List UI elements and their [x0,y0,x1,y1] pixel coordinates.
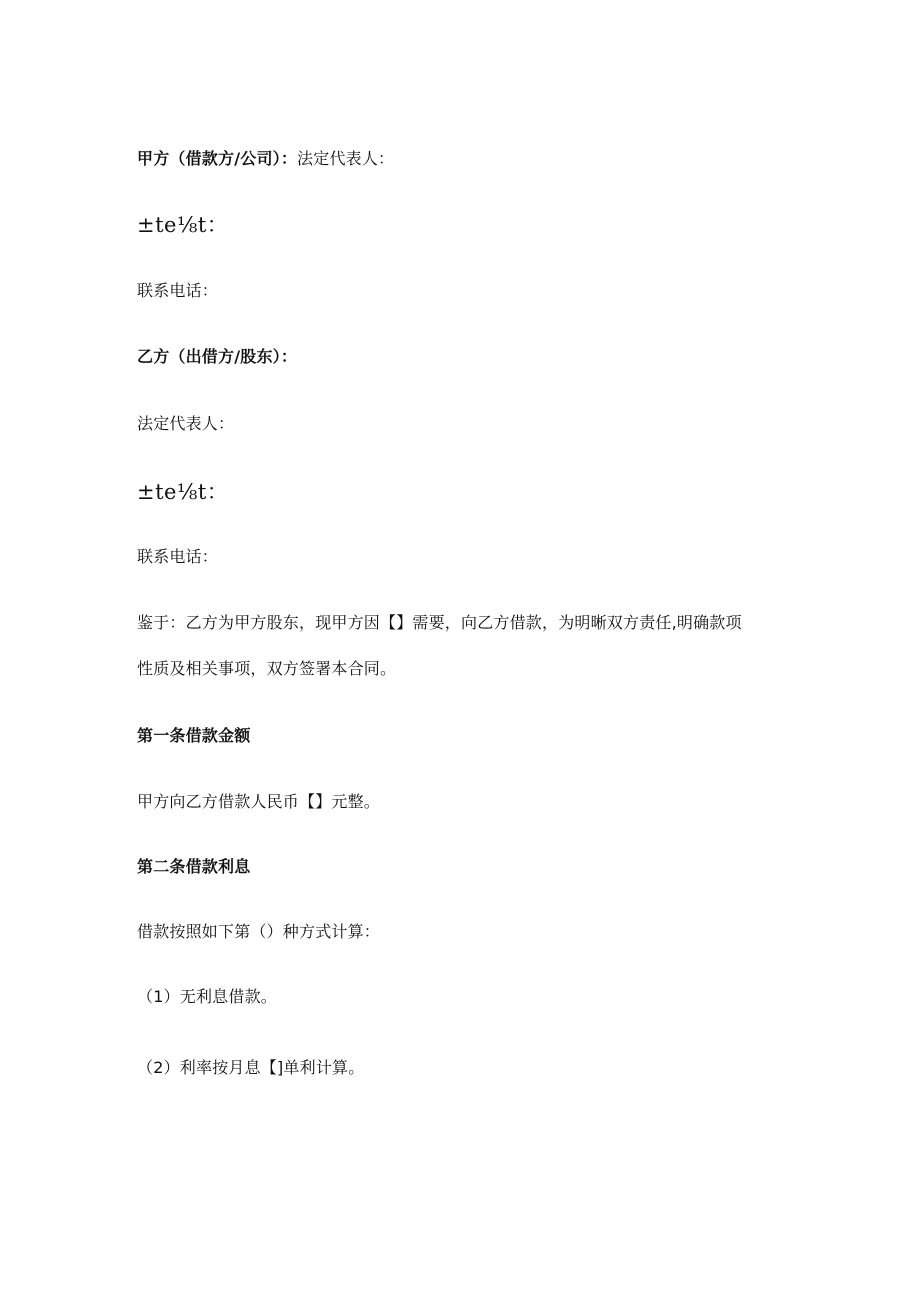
party-a-address: ±te⅛t： [137,213,229,237]
interest-option-1: （1）无利息借款。 [137,987,277,1006]
party-a-phone: 联系电话： [137,281,219,300]
party-b-legal-representative: 法定代表人： [137,414,235,433]
article-2-title: 第二条借款利息 [137,857,251,876]
party-b-heading: 乙方（出借方/股东）： [137,347,298,366]
article-1-text: 甲方向乙方借款人民币【】元整。 [137,792,381,811]
preamble-line-1: 鉴于：乙方为甲方股东，现甲方因【】需要，向乙方借款，为明晰双方责任,明确款项 [137,613,742,632]
party-a-heading: 甲方（借款方/公司）： [137,149,298,168]
party-a-line [137,148,394,170]
party-a-legal-representative: 法定代表人： [297,149,395,168]
preamble-line-2: 性质及相关事项，双方签署本合同。 [137,659,397,678]
party-b-address: ±te⅛t： [137,480,229,504]
article-2-text: 借款按照如下第（）种方式计算： [137,922,381,941]
article-1-title: 第一条借款金额 [137,726,251,745]
party-b-phone: 联系电话： [137,547,219,566]
interest-option-2: （2）利率按月息【]单利计算。 [137,1058,365,1077]
